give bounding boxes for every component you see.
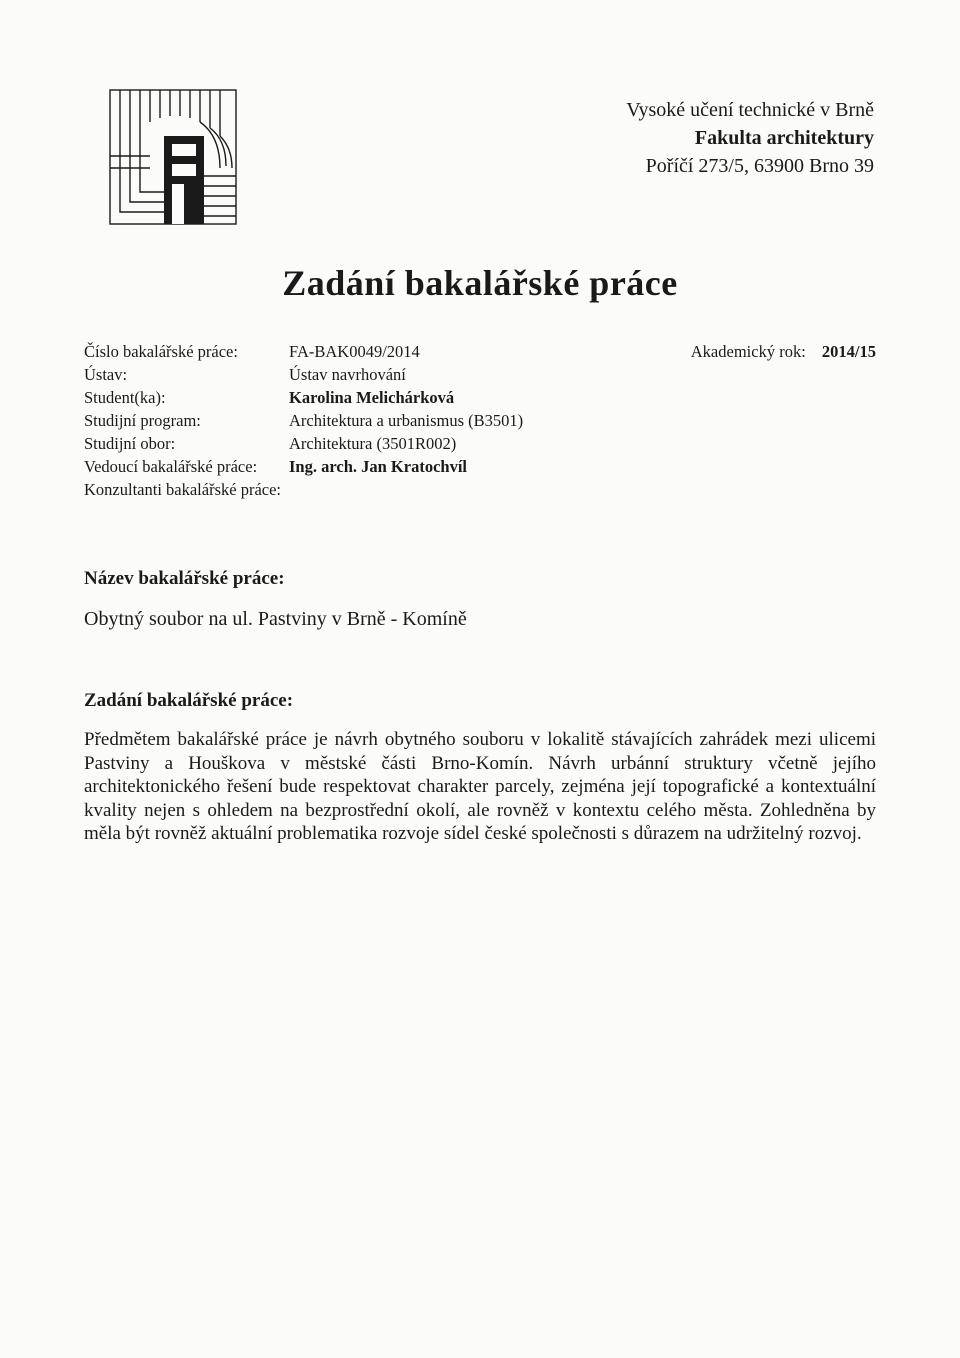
info-value: Ústav navrhování: [289, 365, 406, 384]
assignment-heading: Zadání bakalářské práce:: [84, 690, 294, 711]
info-row-student: [84, 386, 884, 409]
info-label: Studijní program:: [84, 411, 201, 430]
thesis-topic-text: Obytný soubor na ul. Pastviny v Brně - Komíně: [84, 608, 467, 630]
faculty-address: Poříčí 273/5, 63900 Brno 39: [645, 155, 874, 177]
info-value: [289, 478, 884, 501]
info-label: Číslo bakalářské práce:: [84, 342, 238, 361]
info-value: Architektura a urbanismus (B3501): [289, 411, 524, 430]
info-label: Studijní obor:: [84, 434, 176, 453]
info-value: Ing. arch. Jan Kratochvíl: [289, 457, 467, 476]
academic-year: [691, 340, 876, 363]
info-label: Konzultanti bakalářské práce:: [84, 480, 281, 499]
thesis-info-table: [84, 340, 884, 501]
assignment-text: Předmětem bakalářské práce je návrh obytného souboru v lokalitě stávajících zahrádek mezi ulicemi Pastviny a Houškova v městské části Brno-Komín. Návrh urbánní struktury včetně jejího architektonického řešení bude respektovat charakter parcely, zejména její topografické a kontextuální kvality nejen s ohledem na bezprostřední okolí, ale rovněž v kontextu celého města. Zohledněna by měla být rovněž aktuální problematika rozvoje sídel české společnosti s důrazem na udržitelný rozvoj.: [84, 729, 876, 844]
info-label: Vedoucí bakalářské práce:: [84, 457, 258, 476]
thesis-topic-heading: Název bakalářské práce:: [84, 568, 285, 589]
academic-year-label: Akademický rok:: [690, 342, 806, 361]
faculty-logo: [108, 88, 238, 226]
document-title: Zadání bakalářské práce: [282, 263, 678, 303]
info-row-supervisor: [84, 455, 884, 478]
info-value: Architektura (3501R002): [289, 434, 457, 453]
institution-header: [626, 96, 874, 180]
academic-year-value: 2014/15: [821, 342, 876, 361]
info-value: FA-BAK0049/2014: [289, 342, 420, 361]
info-value: Karolina Melichárková: [289, 388, 455, 407]
info-row-study-field: [84, 432, 884, 455]
info-label: Student(ka):: [84, 388, 166, 407]
info-row-institute: [84, 363, 884, 386]
faculty-name: Fakulta architektury: [694, 127, 874, 149]
info-label: Ústav:: [84, 365, 128, 384]
info-row-study-program: [84, 409, 884, 432]
university-name: Vysoké učení technické v Brně: [626, 99, 874, 121]
info-row-consultants: [84, 478, 884, 501]
